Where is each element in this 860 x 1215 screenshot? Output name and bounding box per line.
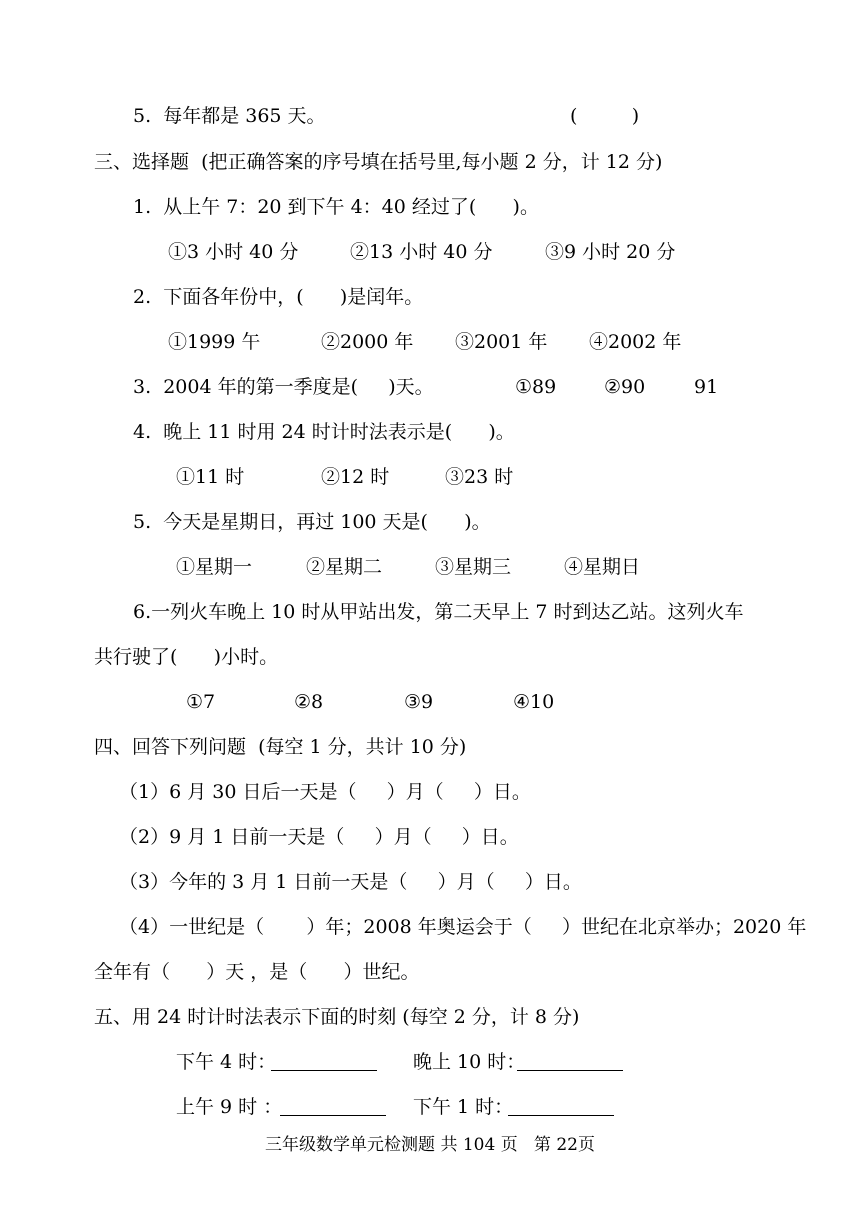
s4-item: （2）9 月 1 日前一天是（ ）月（ ）日。 bbox=[119, 826, 519, 848]
s3-q2-text: 2. 下面各年份中，( )是闰年。 bbox=[133, 286, 424, 308]
s3-q6-option: ②8 bbox=[294, 691, 324, 713]
s5-answer-blank[interactable] bbox=[280, 1115, 386, 1116]
s3-q1-option: ③9 小时 20 分 bbox=[545, 241, 676, 263]
s3-q3-text: 3. 2004 年的第一季度是( )天。 bbox=[133, 376, 434, 398]
s3-q5-option: ④星期日 bbox=[564, 556, 641, 578]
s5-label: 上午 9 时 ： bbox=[176, 1096, 283, 1118]
s3-q1-option: ②13 小时 40 分 bbox=[350, 241, 493, 263]
s3-q5-option: ①星期一 bbox=[176, 556, 253, 578]
s3-q6-option: ④10 bbox=[513, 691, 555, 713]
s3-q4-option: ①11 时 bbox=[176, 466, 245, 488]
s3-q6-text-line2: 共行驶了( )小时。 bbox=[94, 646, 279, 668]
section5-heading: 五、用 24 时计时法表示下面的时刻 (每空 2 分，计 8 分) bbox=[94, 1006, 580, 1028]
s5-label: 下午 4 时： bbox=[176, 1051, 277, 1073]
s3-q5-option: ②星期二 bbox=[306, 556, 383, 578]
s5-label: 下午 1 时： bbox=[413, 1096, 514, 1118]
s3-q3-option: ②90 bbox=[604, 376, 646, 398]
s3-q3-option: 91 bbox=[694, 376, 719, 398]
s3-q3-option: ①89 bbox=[515, 376, 557, 398]
s3-q1-option: ①3 小时 40 分 bbox=[168, 241, 299, 263]
s4-item4-line2: 全年有（ ）天 ，是（ ）世纪。 bbox=[94, 961, 420, 983]
s3-q4-option: ②12 时 bbox=[321, 466, 390, 488]
s5-answer-blank[interactable] bbox=[271, 1070, 377, 1071]
s3-q5-text: 5. 今天是星期日，再过 100 天是( )。 bbox=[133, 511, 491, 533]
s4-item: （1）6 月 30 日后一天是（ ）月（ ）日。 bbox=[119, 781, 531, 803]
s2-q5-answer-paren: ( ) bbox=[570, 105, 640, 127]
s5-answer-blank[interactable] bbox=[517, 1070, 623, 1071]
s3-q4-option: ③23 时 bbox=[445, 466, 514, 488]
s3-q2-option: ③2001 年 bbox=[455, 331, 548, 353]
page-footer: 三年级数学单元检测题 共 104 页 第 22页 bbox=[265, 1135, 595, 1155]
s3-q2-option: ②2000 年 bbox=[321, 331, 414, 353]
s3-q5-option: ③星期三 bbox=[435, 556, 512, 578]
s3-q4-text: 4. 晚上 11 时用 24 时计时法表示是( )。 bbox=[133, 421, 515, 443]
s3-q6-option: ③9 bbox=[404, 691, 434, 713]
section4-heading: 四、回答下列问题 (每空 1 分，共计 10 分) bbox=[94, 736, 467, 758]
s3-q2-option: ①1999 午 bbox=[168, 331, 261, 353]
s2-q5-text: 5. 每年都是 365 天。 bbox=[133, 105, 326, 127]
s3-q6-text-line1: 6.一列火车晚上 10 时从甲站出发，第二天早上 7 时到达乙站。这列火车 bbox=[133, 601, 744, 623]
s3-q2-option: ④2002 年 bbox=[589, 331, 682, 353]
s5-label: 晚上 10 时： bbox=[413, 1051, 526, 1073]
s3-q6-option: ①7 bbox=[186, 691, 216, 713]
s5-answer-blank[interactable] bbox=[508, 1115, 614, 1116]
s4-item: （3）今年的 3 月 1 日前一天是（ ）月（ ）日。 bbox=[119, 871, 582, 893]
s4-item: （4）一世纪是（ ）年；2008 年奥运会于（ ）世纪在北京举办；2020 年 bbox=[119, 916, 807, 938]
s3-q1-text: 1. 从上午 7：20 到下午 4：40 经过了( )。 bbox=[133, 196, 539, 218]
section3-heading: 三、选择题 (把正确答案的序号填在括号里,每小题 2 分，计 12 分) bbox=[94, 151, 663, 173]
